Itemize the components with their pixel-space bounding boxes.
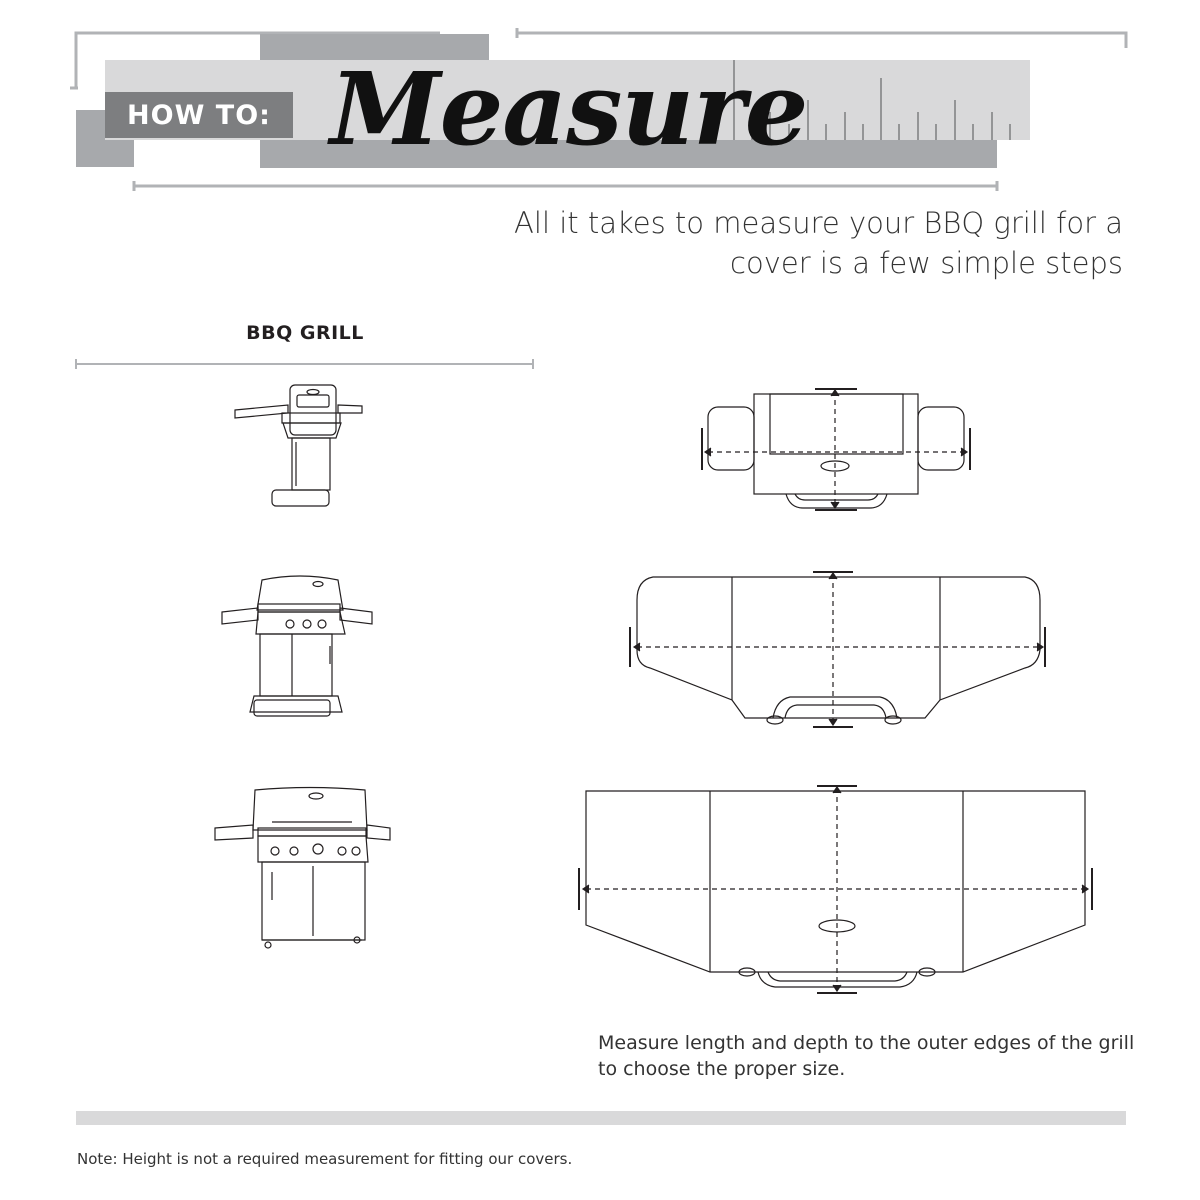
intro-line-1: All it takes to measure your BBQ grill for a (514, 206, 1123, 240)
intro-line-2: cover is a few simple steps (730, 246, 1123, 280)
section-heading: BBQ GRILL (246, 322, 364, 344)
page-title: Measure (330, 50, 808, 168)
how-to-tag: HOW TO: (105, 92, 293, 138)
footer-divider (76, 1111, 1126, 1125)
footnote: Note: Height is not a required measurement for fitting our covers. (77, 1150, 573, 1168)
instruction-line-2: to choose the proper size. (598, 1058, 846, 1080)
instruction-text (598, 1030, 1138, 1082)
instruction-line-1: Measure length and depth to the outer edges of the grill (598, 1032, 1135, 1054)
